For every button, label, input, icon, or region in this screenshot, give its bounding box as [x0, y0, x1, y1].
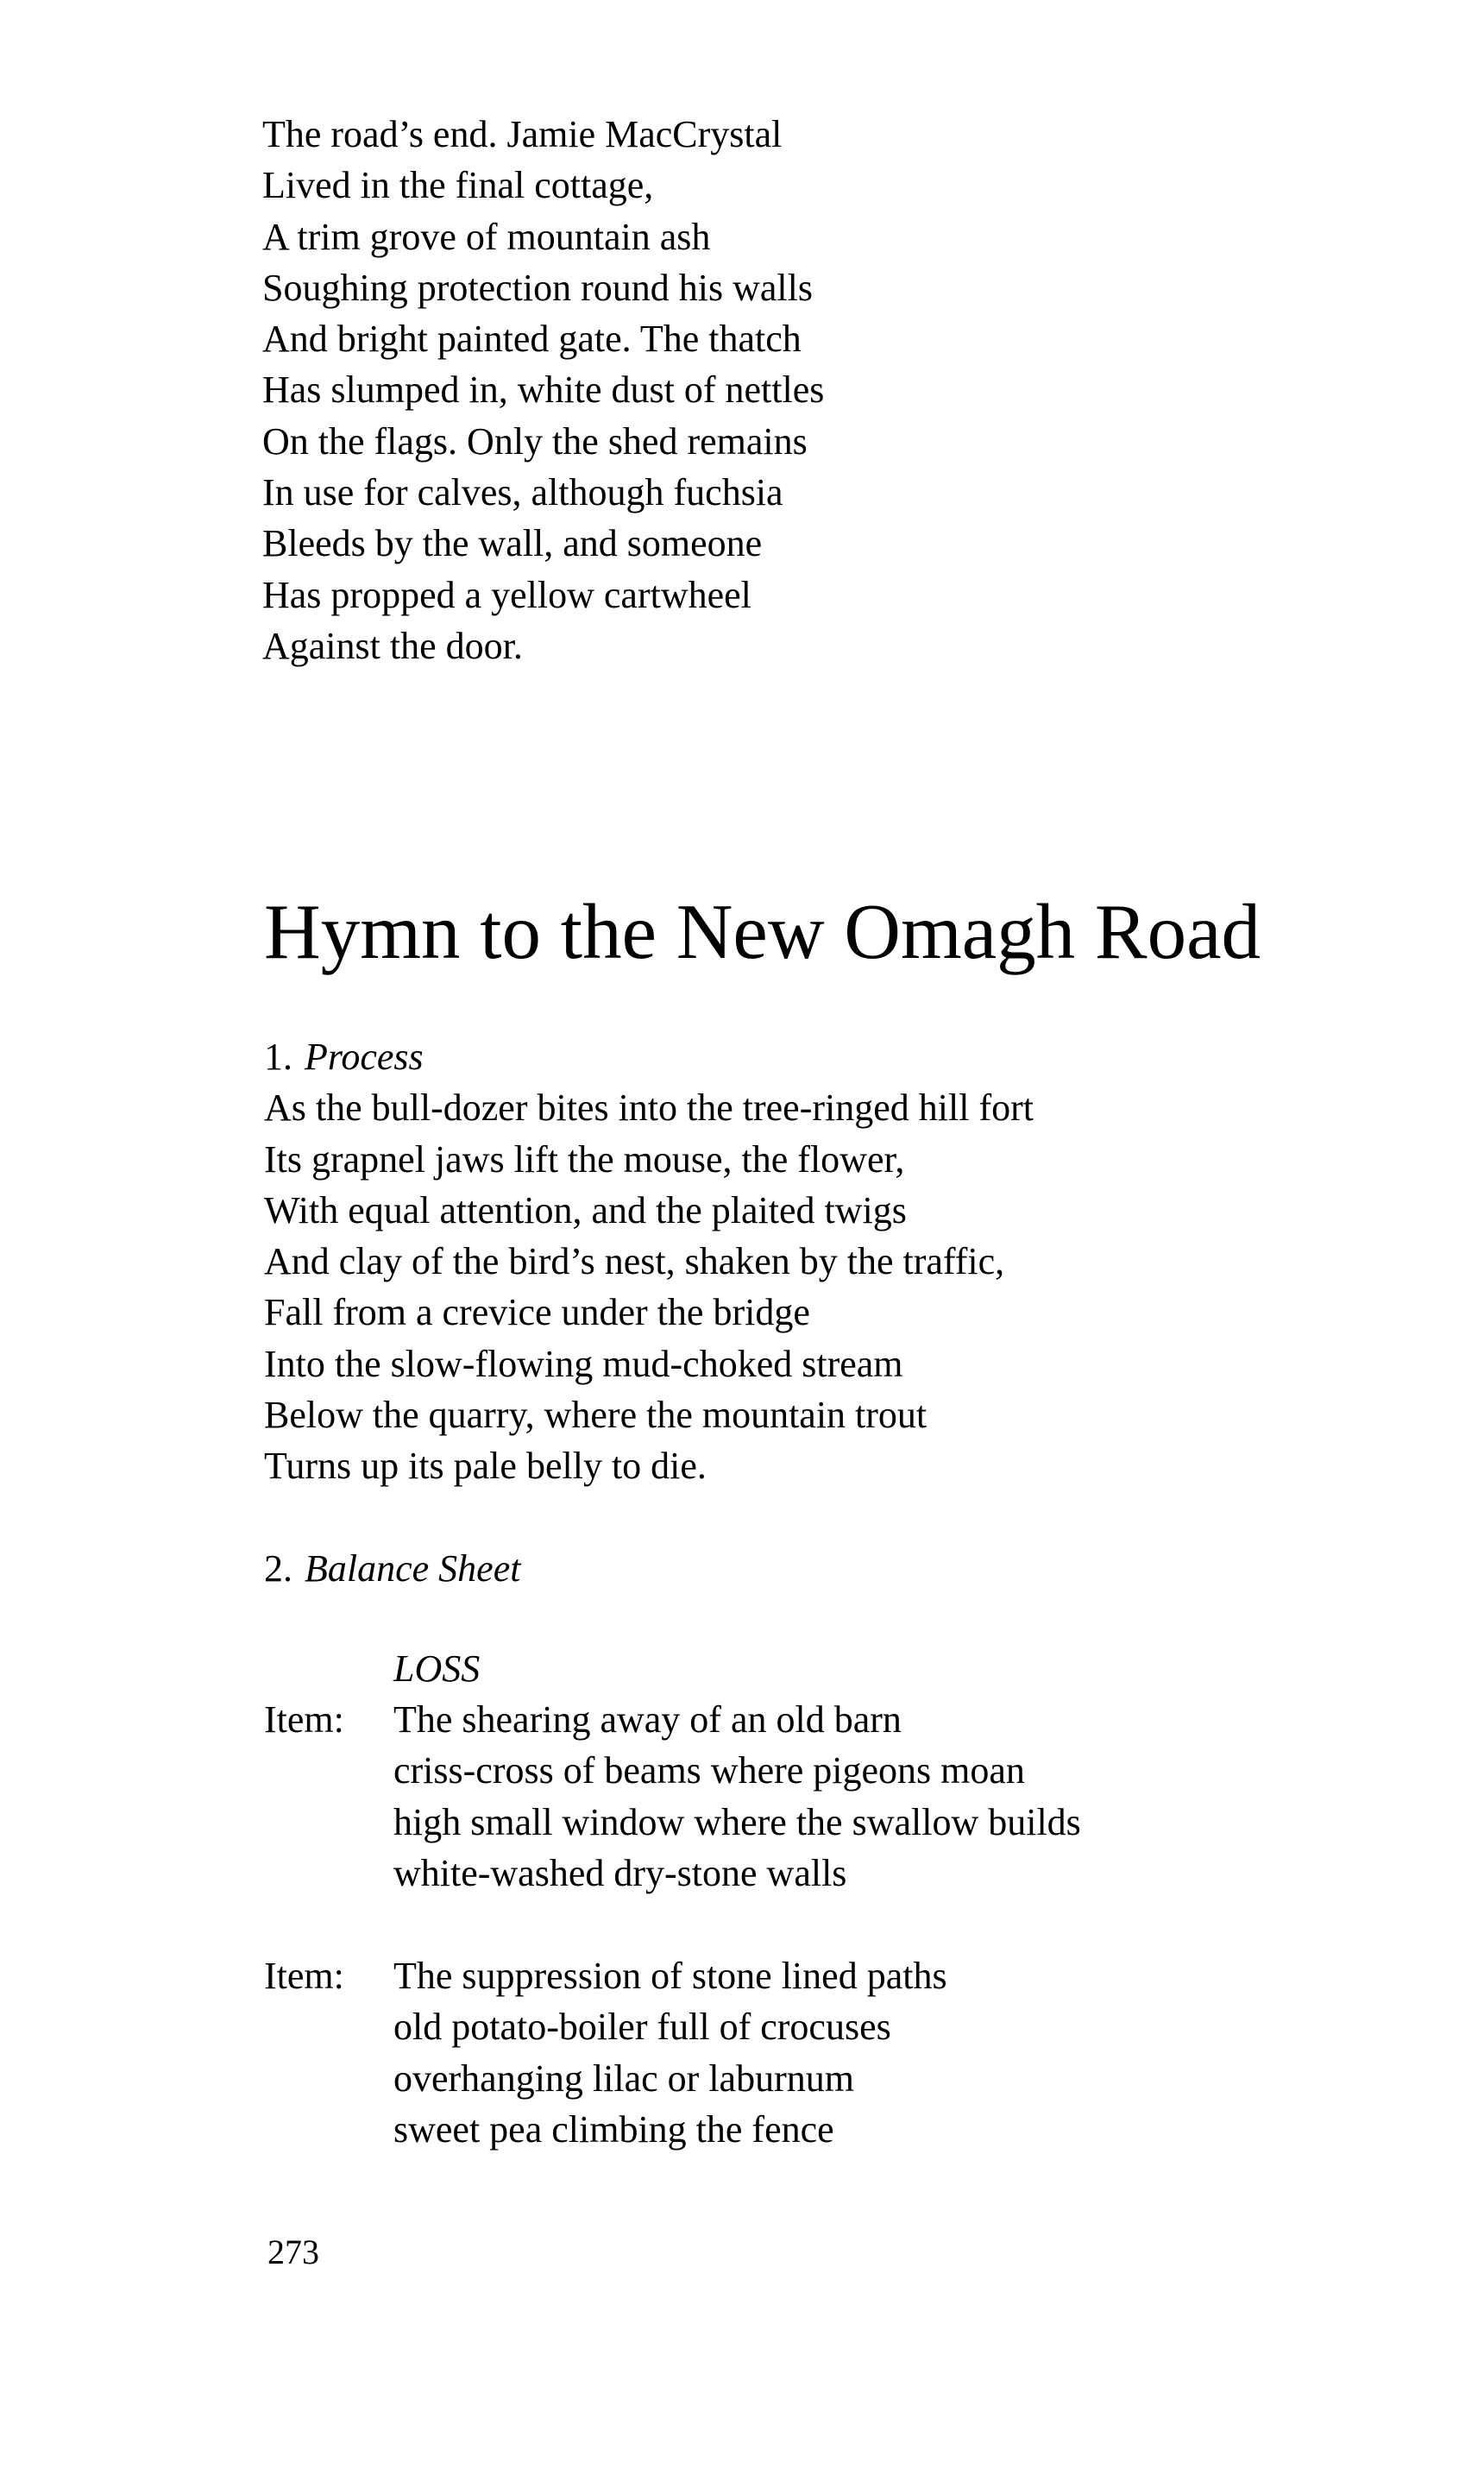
section-number: 1.	[264, 1036, 292, 1078]
poem-line: Has slumped in, white dust of nettles	[262, 368, 825, 412]
poem-line: Has propped a yellow cartwheel	[262, 573, 751, 616]
poem-line: Below the quarry, where the mountain trout	[264, 1394, 928, 1437]
poem-line: On the flags. Only the shed remains	[262, 419, 808, 463]
section-heading	[264, 1543, 1386, 1594]
section-balance-sheet	[264, 1543, 1386, 1594]
poem-line: Bleeds by the wall, and someone	[262, 522, 763, 565]
section-heading	[264, 1031, 1386, 1082]
poem-line: Into the slow-flowing mud-choked stream	[264, 1342, 903, 1385]
poem-line: In use for calves, although fuchsia	[262, 471, 783, 514]
poem-line: Lived in the final cottage,	[262, 164, 654, 207]
poem-line: The shearing away of an old barn	[393, 1698, 902, 1741]
poem-line: The suppression of stone lined paths	[393, 1955, 947, 1997]
poem-line: overhanging lilac or laburnum	[393, 2056, 854, 2100]
loss-heading: LOSS	[393, 1647, 481, 1690]
poem-line: old potato-boiler full of crocuses	[393, 2006, 891, 2049]
opening-stanza	[262, 109, 1298, 671]
poem-line: sweet pea climbing the fence	[393, 2107, 834, 2151]
page-number: 273	[267, 2233, 319, 2271]
poem-line: Against the door.	[262, 624, 523, 667]
section-title: Process	[305, 1036, 424, 1078]
item-lines	[393, 1950, 947, 2155]
section-title: Balance Sheet	[305, 1547, 521, 1590]
poem-line: With equal attention, and the plaited twigs	[264, 1188, 907, 1231]
section-number: 2.	[264, 1547, 292, 1590]
poem-line: criss-cross of beams where pigeons moan	[393, 1749, 1025, 1792]
poem-line: Turns up its pale belly to die.	[264, 1445, 707, 1488]
item-label: Item:	[264, 1955, 344, 1997]
poem-title: Hymn to the New Omagh Road	[264, 888, 1261, 975]
poem-line: white-washed dry-stone walls	[393, 1851, 847, 1894]
poem-line: high small window where the swallow builds	[393, 1800, 1081, 1843]
poem-line: Its grapnel jaws lift the mouse, the flower,	[264, 1137, 905, 1181]
item-lines	[393, 1694, 1081, 1899]
poem-line: As the bull-dozer bites into the tree-ringed hill fort	[264, 1086, 1034, 1130]
poem-line: A trim grove of mountain ash	[262, 215, 711, 258]
poem-line: And clay of the bird’s nest, shaken by the traffic,	[264, 1240, 1005, 1283]
poem-line: Soughing protection round his walls	[262, 266, 813, 309]
section-process	[264, 1031, 1386, 1492]
poem-line: Fall from a crevice under the bridge	[264, 1291, 810, 1334]
item-label: Item:	[264, 1698, 344, 1741]
poem-line: And bright painted gate. The thatch	[262, 318, 802, 361]
poem-line: The road’s end. Jamie MacCrystal	[262, 113, 783, 155]
